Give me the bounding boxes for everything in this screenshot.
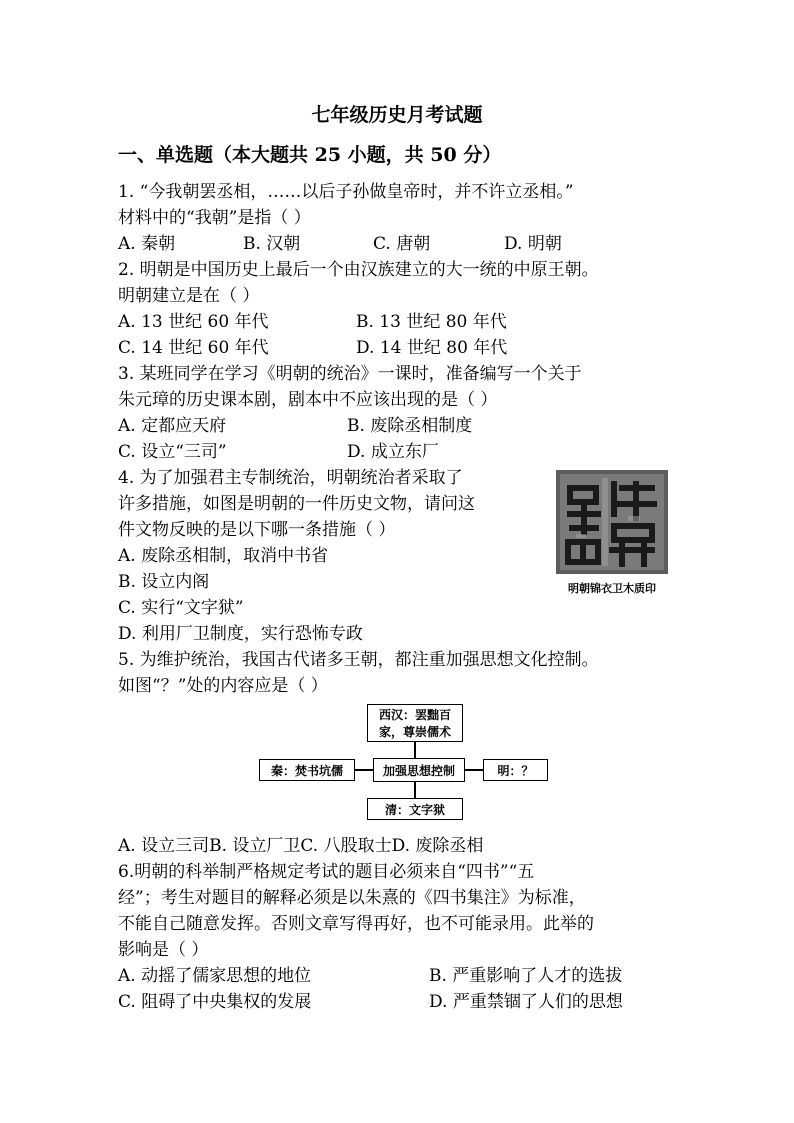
question-4-line-3: 件文物反映的是以下哪一条措施（ ）	[118, 520, 396, 540]
question-2-line-2: 明朝建立是在（ ）	[118, 286, 260, 306]
connector-left	[355, 769, 373, 771]
q4-option-a: A. 废除丞相制，取消中书省	[118, 546, 329, 566]
q3-option-d: D. 成立东厂	[347, 442, 439, 462]
connector-bottom	[414, 782, 416, 798]
q6-option-c: C. 阻碍了中央集权的发展	[118, 992, 312, 1012]
connector-top	[414, 742, 416, 758]
q4-option-c: C. 实行“文字狱”	[118, 598, 244, 618]
q1-option-b: B. 汉朝	[243, 234, 301, 254]
q2-option-d: D. 14 世纪 80 年代	[356, 338, 508, 358]
question-3-line-1: 3. 某班同学在学习《明朝的统治》一课时，准备编写一个关于	[118, 364, 582, 384]
question-4-line-2: 许多措施，如图是明朝的一件历史文物，请问这	[118, 494, 475, 514]
q2-option-c: C. 14 世纪 60 年代	[118, 338, 269, 358]
q3-option-a: A. 定都应天府	[118, 416, 227, 436]
diagram-box-right: 明：？	[483, 759, 548, 781]
question-4-line-1: 4. 为了加强君主专制统治，明朝统治者采取了	[118, 468, 463, 488]
q6-option-b: B. 严重影响了人才的选拔	[429, 966, 623, 986]
seal-caption: 明朝锦衣卫木质印	[568, 582, 656, 595]
q3-option-c: C. 设立“三司”	[118, 442, 227, 462]
q1-option-c: C. 唐朝	[373, 234, 431, 254]
seal-photo	[556, 470, 668, 574]
question-3-line-2: 朱元璋的历史课本剧，剧本中不应该出现的是（ ）	[118, 390, 498, 410]
section-heading: 一、单选题（本大题共 25 小题，共 50 分）	[118, 144, 502, 166]
question-6-line-1: 6.明朝的科举制严格规定考试的题目必须来自“四书”“五	[118, 862, 535, 882]
q1-option-d: D. 明朝	[504, 234, 562, 254]
diagram-box-center: 加强思想控制	[373, 758, 465, 782]
q3-option-b: B. 废除丞相制度	[347, 416, 473, 436]
q1-option-a: A. 秦朝	[118, 234, 176, 254]
diagram-box-top: 西汉：罢黜百家，尊崇儒术	[367, 704, 463, 742]
question-6-line-3: 不能自己随意发挥。否则文章写得再好，也不可能录用。此举的	[118, 914, 594, 934]
connector-right	[465, 769, 483, 771]
q5-options: A. 设立三司B. 设立厂卫C. 八股取士D. 废除丞相	[118, 836, 484, 856]
page-title: 七年级历史月考试题	[311, 104, 483, 126]
q4-option-d: D. 利用厂卫制度，实行恐怖专政	[118, 624, 363, 644]
q2-option-b: B. 13 世纪 80 年代	[356, 312, 507, 332]
q6-option-a: A. 动摇了儒家思想的地位	[118, 966, 312, 986]
q4-option-b: B. 设立内阁	[118, 572, 210, 592]
question-2-line-1: 2. 明朝是中国历史上最后一个由汉族建立的大一统的中原王朝。	[118, 260, 599, 280]
q2-option-a: A. 13 世纪 60 年代	[118, 312, 269, 332]
seal-illustration	[556, 470, 668, 574]
diagram-box-bottom: 清：文字狱	[367, 798, 463, 820]
question-6-line-2: 经”；考生对题目的解释必须是以朱熹的《四书集注》为标准，	[118, 888, 586, 908]
question-5-line-1: 5. 为维护统治，我国古代诸多王朝，都注重加强思想文化控制。	[118, 650, 599, 670]
q6-option-d: D. 严重禁锢了人们的思想	[429, 992, 623, 1012]
diagram-box-left: 秦：焚书坑儒	[259, 759, 355, 781]
question-5-line-2: 如图“？”处的内容应是（ ）	[118, 676, 328, 696]
question-1-line-1: 1. “今我朝罢丞相，……以后子孙做皇帝时，并不许立丞相。”	[118, 182, 574, 202]
question-1-line-2: 材料中的“我朝”是指（ ）	[118, 208, 311, 228]
question-6-line-4: 影响是（ ）	[118, 940, 209, 960]
